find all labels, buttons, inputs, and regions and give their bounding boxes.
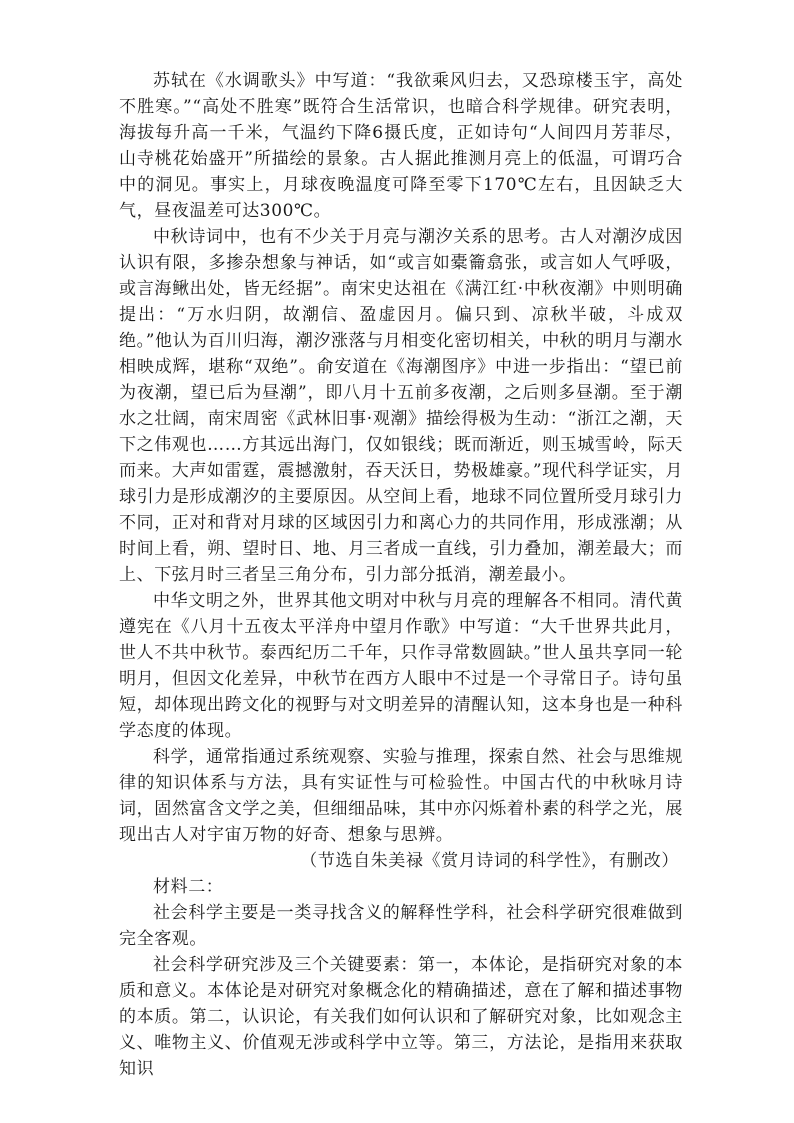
source-citation: （节选自朱美禄《赏月诗词的科学性》，有删改） [300,851,679,871]
paragraph-tides: 中秋诗词中，也有不少关于月亮与潮汐关系的思考。古人对潮汐成因认识有限，多掺杂想象与神话，如“或言如橐籥翕张，或言如人气呼吸，或言海鳅出处，皆无经据”。南宋史达祖在《满江红·中秋夜潮》中则明确提出：“万水归阴，故潮信、盈虚因月。偏只到、凉秋半破，斗成双绝。”他认为百川归海，潮汐涨落与月相变化密切相关，中秋的明月与潮水相映成辉，堪称“双绝”。俞安道在《海潮图序》中进一步指出：“望已前为夜潮，望已后为昼潮”，即八月十五前多夜潮，之后则多昼潮。至于潮水之壮阔，南宋周密《武林旧事·观潮》描绘得极为生动：“浙江之潮，天下之伟观也……方其远出海门，仅如银线；既而渐近，则玉城雪岭，际天而来。大声如雷霆，震撼激射，吞天沃日，势极雄豪。”现代科学证实，月球引力是形成潮汐的主要原因。从空间上看，地球不同位置所受月球引力不同，正对和背对月球的区域因引力和离心力的共同作用，形成涨潮；从时间上看，朔、望时日、地、月三者成一直线，引力叠加，潮差最大；而上、下弦月时三者呈三角分布，引力部分抵消，潮差最小。 [119,227,683,585]
paragraph-science-definition: 科学，通常指通过系统观察、实验与推理，探索自然、社会与思维规律的知识体系与方法，具有实证性与可检验性。中国古代的中秋咏月诗词，固然富含文学之美，但细细品味，其中亦闪烁着朴素的科学之光，展现出古人对宇宙万物的好奇、想象与思辨。 [119,747,683,845]
paragraph-gaochu-bushenghan: 苏轼在《水调歌头》中写道：“我欲乘风归去，又恐琼楼玉宇，高处不胜寒。”“高处不胜寒”既符合生活常识，也暗合科学规律。研究表明，海拔每升高一千米，气温约下降6摄氏度，正如诗句“人间四月芳菲尽，山寺桃花始盛开”所描绘的景象。古人据此推测月亮上的低温，可谓巧合中的洞见。事实上，月球夜晚温度可降至零下170℃左右，且因缺乏大气，昼夜温差可达300℃。 [119,71,683,221]
paragraph-three-elements: 社会科学研究涉及三个关键要素：第一，本体论，是指研究对象的本质和意义。本体论是对研究对象概念化的精确描述，意在了解和描述事物的本质。第二，认识论，有关我们如何认识和了解研究对象，比如观念主义、唯物主义、价值观无涉或科学中立等。第三，方法论，是指用来获取知识 [119,955,683,1079]
material-two-heading: 材料二： [153,877,224,897]
article-body [119,68,683,1082]
paragraph-social-science-intro: 社会科学主要是一类寻找含义的解释性学科，社会科学研究很难做到完全客观。 [119,903,683,949]
paragraph-cross-culture: 中华文明之外，世界其他文明对中秋与月亮的理解各不相同。清代黄遵宪在《八月十五夜太平洋舟中望月作歌》中写道：“大千世界共此月，世人不共中秋节。泰西纪历二千年，只作寻常数圆缺。”世人虽共享同一轮明月，但因文化差异，中秋节在西方人眼中不过是一个寻常日子。诗句虽短，却体现出跨文化的视野与对文明差异的清醒认知，这本身也是一种科学态度的体现。 [119,591,683,741]
